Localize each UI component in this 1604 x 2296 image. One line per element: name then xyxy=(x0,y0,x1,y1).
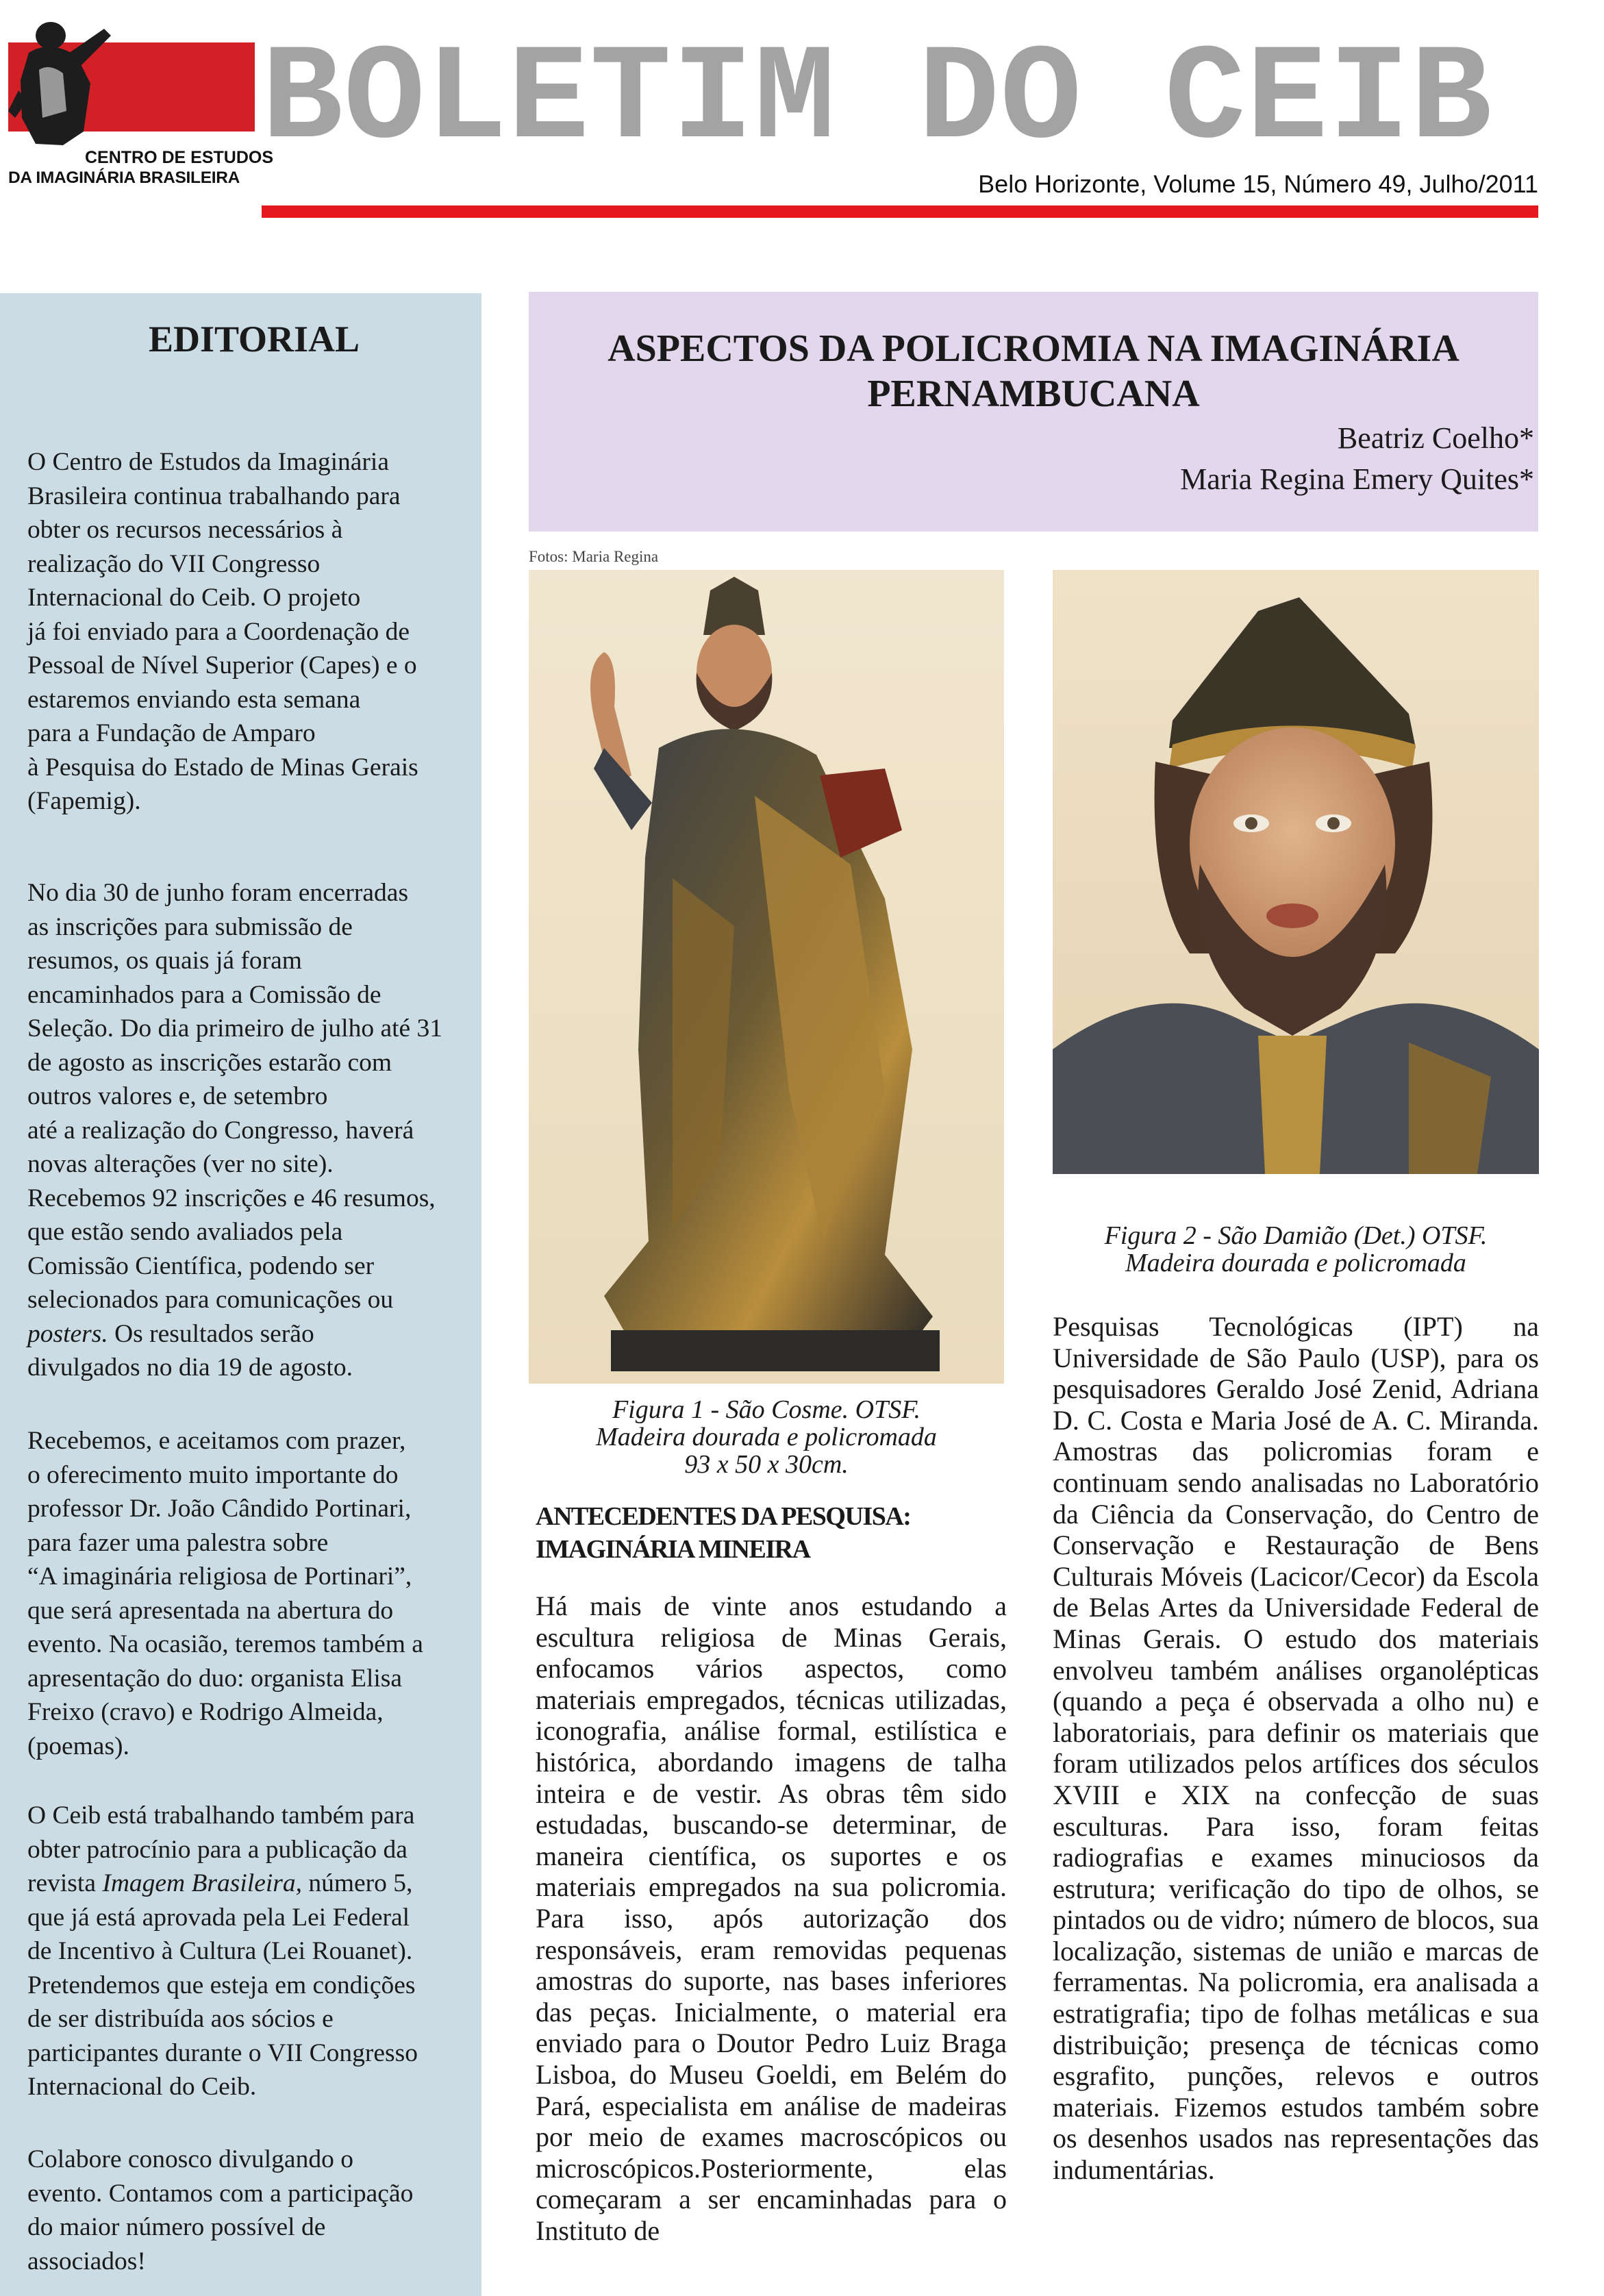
article-header xyxy=(529,292,1538,532)
article-author-1: Beatriz Coelho* xyxy=(1337,421,1534,455)
editorial-paragraph-5: Colabore conosco divulgando o evento. Contamos com a participação do maior número possível de associados! xyxy=(27,2145,414,2275)
logo-subtitle-line-2: DA IMAGINÁRIA BRASILEIRA xyxy=(8,169,240,187)
article-subhead: ANTECEDENTES DA PESQUISA: IMAGINÁRIA MINEIRA xyxy=(536,1502,911,1564)
newsletter-title: BOLETIM DO CEIB xyxy=(262,24,1493,177)
editorial-paragraph-3: Recebemos, e aceitamos com prazer, o oferecimento muito importante do professor Dr. João Cândido Portinari, para fazer uma palestra sobre “A imaginária religiosa de Portinari”, que será apresentada na abertura do evento. Na ocasião, teremos também a apresentação do duo: organista Elisa Freixo (cravo) e Rodrigo Almeida, (poemas). xyxy=(27,1427,423,1760)
editorial-paragraph-2 xyxy=(27,876,482,1385)
editorial-magazine-italic: Imagem Brasileira, xyxy=(102,1869,302,1897)
issue-info: Belo Horizonte, Volume 15, Número 49, Julho/2011 xyxy=(978,170,1538,198)
editorial-sidebar xyxy=(0,293,481,2296)
article-body-left-column: Há mais de vinte anos estudando a escultura religiosa de Minas Gerais, enfocamos vários aspectos, como materiais empregados, técnicas utilizadas, iconografia, análise formal, estilística e histórica, abordando imagens de talha inteira e de vestir. As obras têm sido estudadas, buscando-se determinar, de maneira científica, os suportes e os materiais empregados na sua policromia. Para isso, após autorização dos responsáveis, eram removidas pequenas amostras do suporte, nas bases inferiores das peças. Inicialmente, o material era enviado para o Doutor Pedro Luiz Braga Lisboa, do Museu Goeldi, em Belém do Pará, especialista em análise de madeiras por meio de exames macroscópicos ou microscópicos.Posteriormente, elas começaram a ser encaminhadas para o Instituto de xyxy=(536,1590,1007,2246)
article-title: ASPECTOS DA POLICROMIA NA IMAGINÁRIA PERNAMBUCANA xyxy=(607,327,1459,415)
editorial-title: EDITORIAL xyxy=(148,319,360,360)
editorial-paragraph-4-tail: número 5, que já está aprovada pela Lei Federal de Incentivo à Cultura (Lei Rouanet). Pretendemos que esteja em condições de ser distribuída aos sócios e participantes durante o VII Congresso Internacional do Ceib. xyxy=(27,1869,418,2101)
editorial-paragraph-1: O Centro de Estudos da Imaginária Brasileira continua trabalhando para obter os recursos necessários à realização do VII Congresso Internacional do Ceib. O projeto já foi enviado para a Coordenação de Pessoal de Nível Superior (Capes) e o estaremos enviando esta semana para a Fundação de Amparo à Pesquisa do Estado de Minas Gerais (Fapemig). xyxy=(27,448,418,815)
editorial-posters-italic: posters. xyxy=(27,1319,108,1348)
masthead-red-rule xyxy=(262,205,1538,218)
editorial-paragraph-4-head: O Ceib está trabalhando também para obter patrocínio para a publicação da revista xyxy=(27,1801,415,1897)
editorial-paragraph-2-text: No dia 30 de junho foram encerradas as inscrições para submissão de resumos, os quais já foram encaminhados para a Comissão de Seleção. Do dia primeiro de julho até 31 de agosto as inscrições estarão com outros valores e, de setembro até a realização do Congresso, haverá novas alterações (ver no site). Recebemos 92 inscrições e 46 resumos, que estão sendo avaliados pela Comissão Científica, podendo ser selecionados para comunicações ou xyxy=(27,879,443,1314)
editorial-paragraph-4 xyxy=(27,1799,482,2104)
article-body-right-column: Pesquisas Tecnológicas (IPT) na Universidade de São Paulo (USP), para os pesquisadores Geraldo José Zenid, Adriana D. C. Costa e Maria José de A. C. Miranda. Amostras das policromias foram e continuam sendo analisadas no Laboratório da Ciência da Conservação, do Centro de Conservação e Restauração de Bens Culturais Móveis (Lacicor/Cecor) da Escola de Belas Artes da Universidade Federal de Minas Gerais. O estudo dos materiais envolveu também análises organolépticas (quando a peça é observada a olho nu) e laboratoriais, para definir os materiais que foram utilizados pelos artífices dos séculos XVIII e XIX na confecção de suas esculturas. Para isso, foram feitas radiografias e exames minuciosos da estrutura; verificação do tipo de olhos, se pintados ou de vidro; número de blocos, sua localização, sistemas de união e marcas de ferramentas. Na policromia, era analisada a estratigrafia; tipo de folhas metálicas e sua distribuição; presença de técnicas como esgrafito, punções, relevos e outros materiais. Fizemos estudos também sobre os desenhos usados nas representações das indumentárias. xyxy=(1053,1311,1539,2186)
editorial-paragraph-2-tail: Os resultados serão divulgados no dia 19 de agosto. xyxy=(27,1319,353,1382)
figure-1-photo xyxy=(529,570,1004,1384)
figure-2-caption: Figura 2 - São Damião (Det.) OTSF. Madeira dourada e policromada xyxy=(1104,1221,1488,1277)
photo-credit: Fotos: Maria Regina xyxy=(529,548,659,565)
figure-1-caption: Figura 1 - São Cosme. OTSF. Madeira dourada e policromada 93 x 50 x 30cm. xyxy=(596,1395,937,1479)
logo-subtitle-line-1: CENTRO DE ESTUDOS xyxy=(85,148,274,167)
ceib-logo[interactable] xyxy=(8,15,274,195)
logo-wordmark: ceib xyxy=(111,53,254,138)
article-author-2: Maria Regina Emery Quites* xyxy=(1180,462,1534,496)
figure-2-photo xyxy=(1053,570,1539,1174)
